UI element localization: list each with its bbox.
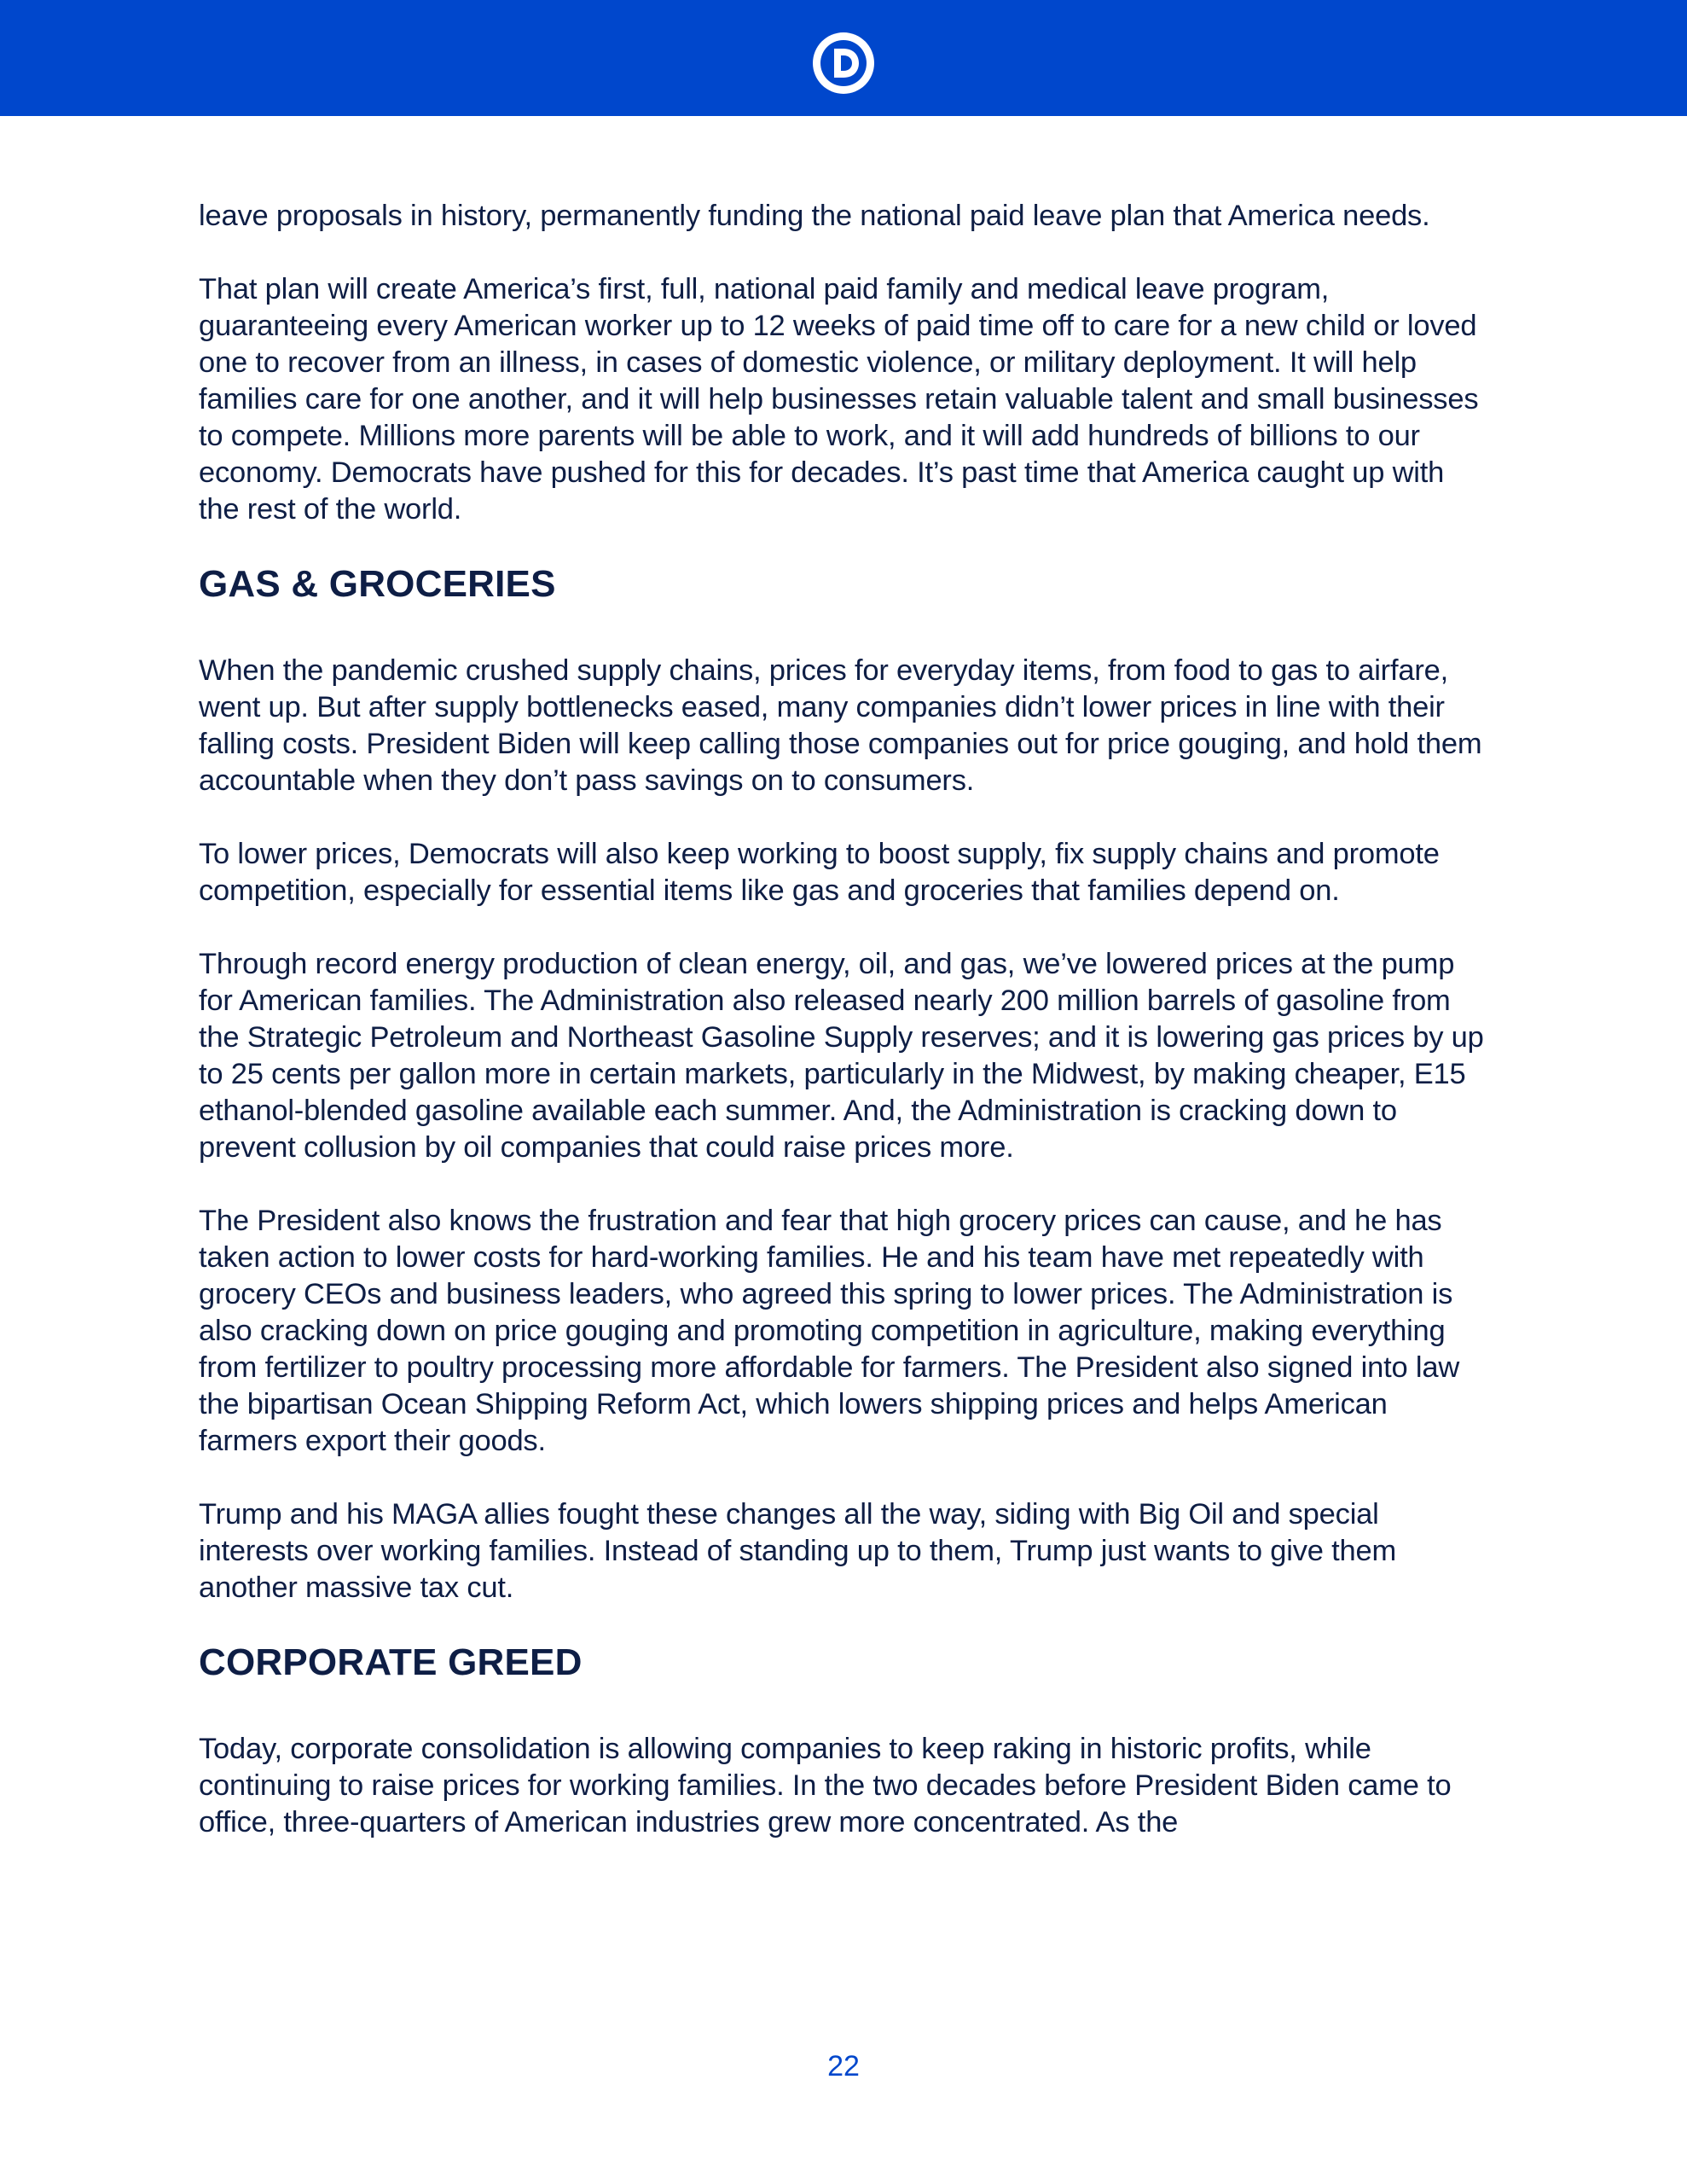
paragraph-corporate-consolidation: Today, corporate consolidation is allowing companies to keep raking in historic profits, while continuing to raise prices for working families. In the two decades before President Biden came to office, three-quarters of American industries grew more concentrated. As the	[199, 1733, 1452, 1838]
paragraph-lower-prices: To lower prices, Democrats will also keep working to boost supply, fix supply chains and promote competition, especially for essential items like gas and groceries that families depend on.	[199, 838, 1440, 907]
paragraph-energy-production: Through record energy production of clean energy, oil, and gas, we’ve lowered prices at the pump for American families. The Administration also released nearly 200 million barrels of gasoline from the Strategic Petroleum and Northeast Gasoline Supply reserves; and it is lowering gas prices by up to 25 cents per gallon more in certain markets, particularly in the Midwest, by making cheaper, E15 ethanol-blended gasoline available each summer. And, the Administration is cracking down to prevent collusion by oil companies that could raise prices more.	[199, 948, 1484, 1164]
paragraph-paid-leave-plan: That plan will create America’s first, full, national paid family and medical leave program, guaranteeing every American worker up to 12 weeks of paid time off to care for a new child or loved one to recover from an illness, in cases of domestic violence, or military deployment. It will help families care for one another, and it will help businesses retain valuable talent and small businesses to compete. Millions more parents will be able to work, and it will add hundreds of billions to our economy. Democrats have pushed for this for decades. It’s past time that America caught up with the rest of the world.	[199, 273, 1479, 526]
page-header-bar	[0, 0, 1687, 116]
document-body	[199, 198, 1488, 1841]
democrats-d-logo-icon	[809, 29, 878, 97]
paragraph-pandemic-prices: When the pandemic crushed supply chains, prices for everyday items, from food to gas to airfare, went up. But after supply bottlenecks eased, many companies didn’t lower prices in line with their falling costs. President Biden will keep calling those companies out for price gouging, and hold them accountable when they don’t pass savings on to consumers.	[199, 654, 1482, 797]
paragraph-paid-leave-continued: leave proposals in history, permanently funding the national paid leave plan that America needs.	[199, 200, 1430, 232]
paragraph-grocery-prices: The President also knows the frustration and fear that high grocery prices can cause, and he has taken action to lower costs for hard-working families. He and his team have met repeatedly with grocery CEOs and business leaders, who agreed this spring to lower prices. The Administration is also cracking down on price gouging and promoting competition in agriculture, making everything from fertilizer to poultry processing more affordable for farmers. The President also signed into law the bipartisan Ocean Shipping Reform Act, which lowers shipping prices and helps American farmers export their goods.	[199, 1205, 1460, 1457]
section-heading-corporate-greed: CORPORATE GREED	[199, 1641, 583, 1683]
page-number: 22	[827, 2050, 860, 2082]
paragraph-trump-maga: Trump and his MAGA allies fought these changes all the way, siding with Big Oil and special interests over working families. Instead of standing up to them, Trump just wants to give them another massive tax cut.	[199, 1498, 1397, 1604]
section-heading-gas-groceries: GAS & GROCERIES	[199, 563, 556, 605]
